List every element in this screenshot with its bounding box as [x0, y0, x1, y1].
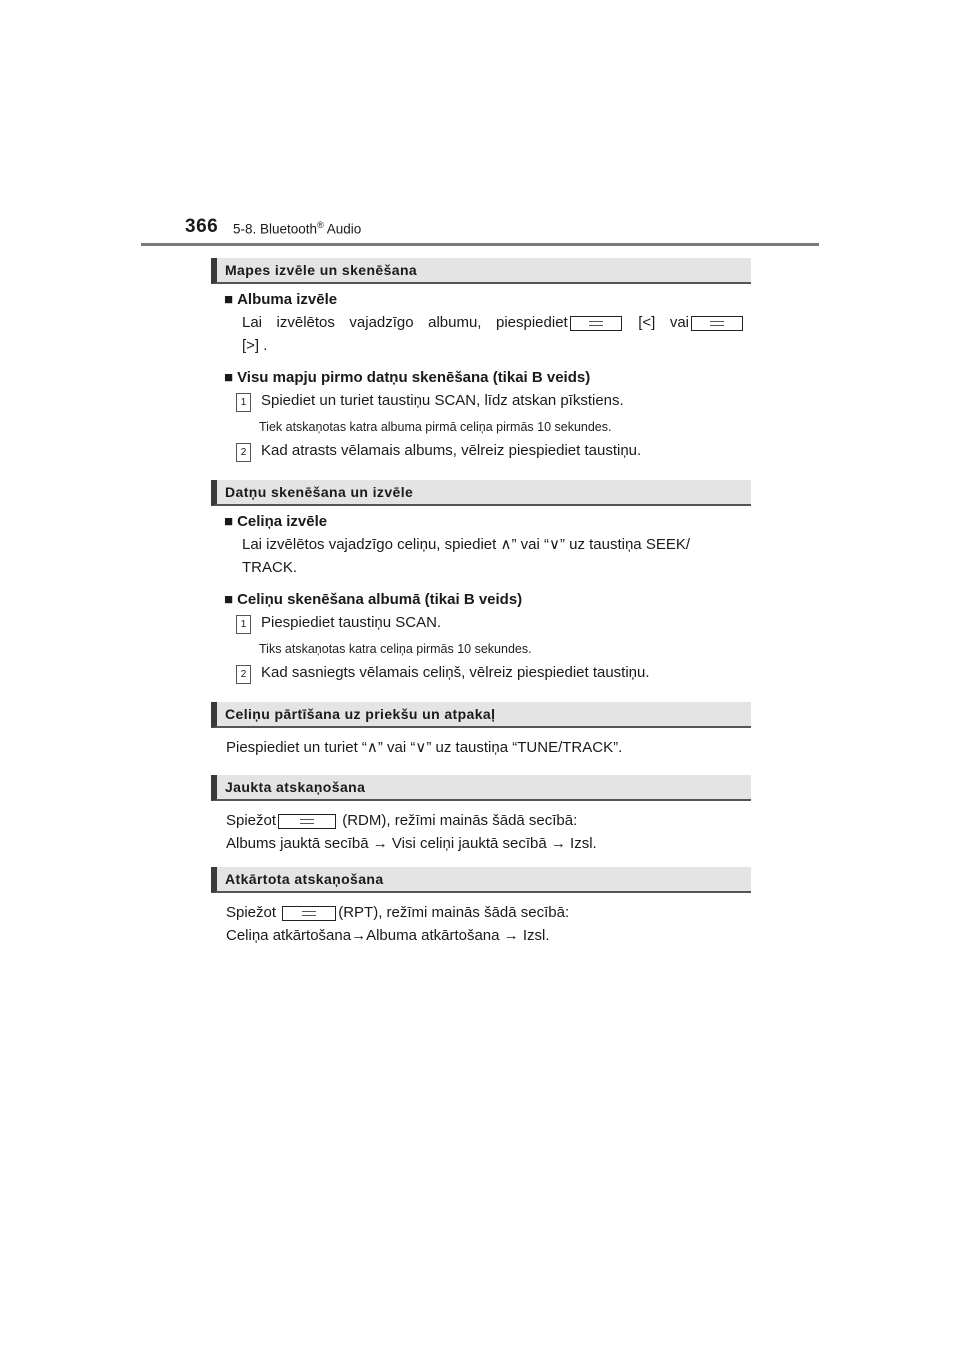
section-heading-folder-select: Mapes izvēle un skenēšana: [211, 258, 751, 284]
step-1: [236, 392, 751, 412]
page-number: 366: [185, 216, 219, 237]
page-content: [211, 258, 751, 947]
square-bullet-icon: ■: [224, 591, 234, 608]
subheading-scan-album: [224, 591, 751, 608]
folder-up-button-icon: [691, 316, 743, 331]
step-text: Kad atrasts vēlamais albums, vēlreiz piespiediet taustiņu.: [261, 442, 642, 459]
chapter-name: 5-8. Bluetooth: [233, 221, 318, 237]
subheading-track-select: [224, 513, 751, 530]
repeat-playback-line-1: [226, 901, 751, 924]
rdm-button-icon: [278, 814, 336, 829]
step-number: 1: [236, 393, 251, 412]
subheading-scan-all-folders: [224, 369, 751, 386]
section-heading-repeat-playback: Atkārtota atskaņošana: [211, 867, 751, 893]
album-select-instruction: [242, 311, 745, 357]
subheading-text: Albuma izvēle: [237, 291, 338, 308]
subheading-album-select: [224, 291, 751, 308]
track-select-instruction: [242, 533, 751, 579]
subheading-text: Visu mapju pirmo datņu skenēšana (tikai B veids): [237, 369, 591, 386]
step-number: 2: [236, 443, 251, 462]
repeat-playback-line-2: Celiņa atkārtošana→Albuma atkārtošana → Izsl.: [226, 927, 550, 944]
square-bullet-icon: ■: [224, 513, 234, 530]
album-select-text-a: Lai izvēlētos vajadzīgo albumu, piespiediet: [242, 314, 568, 331]
square-bullet-icon: ■: [224, 369, 234, 386]
random-text-a: Spiežot: [226, 812, 277, 829]
step-number: 1: [236, 615, 251, 634]
step-1: [236, 614, 751, 634]
repeat-text-a: Spiežot: [226, 904, 277, 921]
track-select-line-2: TRACK.: [242, 559, 298, 576]
chapter-title: [233, 220, 361, 237]
step-number: 2: [236, 665, 251, 684]
repeat-text-b: (RPT), režīmi mainās šādā secībā:: [338, 904, 570, 921]
section-heading-fast-forward: Celiņu pārtīšana uz priekšu un atpakaļ: [211, 702, 751, 728]
random-text-b: (RDM), režīmi mainās šādā secībā:: [342, 812, 578, 829]
header-rule: [141, 243, 819, 246]
random-playback-line-2: Albums jauktā secībā → Visi celiņi jauktā secībā → Izsl.: [226, 835, 597, 852]
section-heading-file-scan: Datņu skenēšana un izvēle: [211, 480, 751, 506]
rpt-button-icon: [282, 906, 336, 921]
step-text: Kad sasniegts vēlamais celiņš, vēlreiz piespiediet taustiņu.: [261, 664, 650, 681]
folder-down-button-icon: [570, 316, 622, 331]
step-2: [236, 664, 751, 684]
step-text: Spiediet un turiet taustiņu SCAN, līdz atskan pīkstiens.: [261, 392, 624, 409]
album-select-text-c: [>] .: [242, 337, 268, 354]
random-playback-line-1: [226, 809, 751, 832]
registered-mark: ®: [317, 220, 324, 230]
album-select-text-b: [<] vai: [638, 314, 690, 331]
step-text: Piespiediet taustiņu SCAN.: [261, 614, 442, 631]
step-note: Tiks atskaņotas katra celiņa pirmās 10 sekundes.: [259, 642, 532, 656]
subheading-text: Celiņu skenēšana albumā (tikai B veids): [237, 591, 523, 608]
step-note: Tiek atskaņotas katra albuma pirmā celiņa pirmās 10 sekundes.: [259, 420, 612, 434]
subheading-text: Celiņa izvēle: [237, 513, 328, 530]
square-bullet-icon: ■: [224, 291, 234, 308]
fast-forward-instruction: Piespiediet un turiet “∧” vai “∨” uz taustiņa “TUNE/TRACK”.: [226, 739, 623, 756]
track-select-line-1: Lai izvēlētos vajadzīgo celiņu, spiediet ∧” vai “∨” uz taustiņa SEEK/: [242, 536, 691, 553]
chapter-suffix: Audio: [323, 221, 362, 237]
step-2: [236, 442, 751, 462]
section-heading-random-playback: Jaukta atskaņošana: [211, 775, 751, 801]
